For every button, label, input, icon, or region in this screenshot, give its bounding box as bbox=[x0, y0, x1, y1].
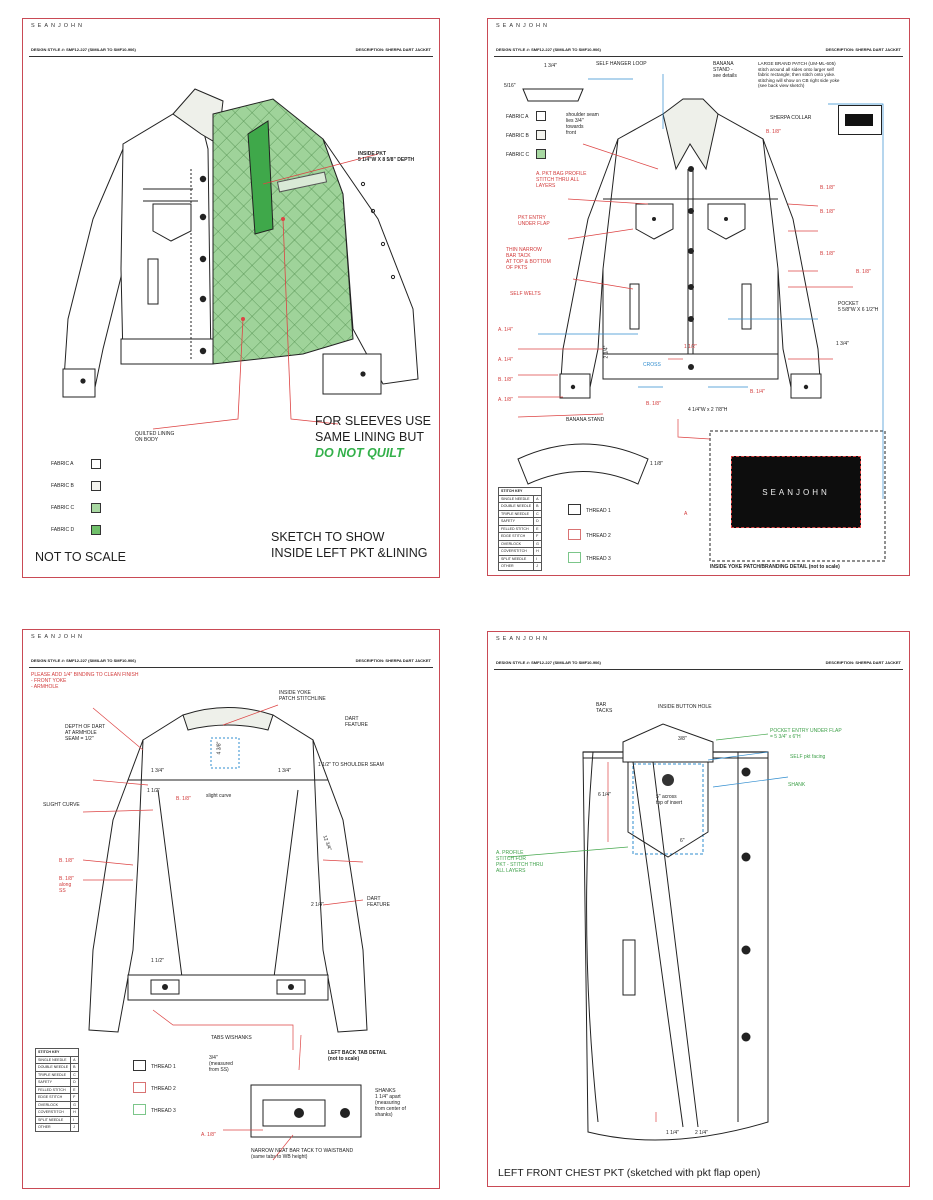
stitch-key-title: STITCH KEY bbox=[499, 488, 542, 496]
stitch-key-row: TRIPLE NEEDLE bbox=[499, 510, 534, 518]
stitch-key-code: J bbox=[534, 563, 542, 571]
thread-3-swatch bbox=[133, 1104, 146, 1115]
brand-patch bbox=[731, 456, 861, 528]
stitch-key-row: COVERSTITCH bbox=[499, 548, 534, 556]
stitch-key-code: E bbox=[534, 525, 542, 533]
stitch-key-row: SPLIT NEEDLE bbox=[36, 1116, 71, 1124]
patch-dim: 4 1/4"W x 2 7/8"H bbox=[688, 407, 728, 413]
style-number: DESIGN STYLE #: SMF12-227 (SIMILAR TO SMF10-906) bbox=[496, 47, 601, 52]
stitch-key-row: COVERSTITCH bbox=[36, 1109, 71, 1117]
b-18-label: B. 1/8" bbox=[820, 251, 835, 257]
stitch-key-row: FELLED STITCH bbox=[499, 525, 534, 533]
thread-3-label: THREAD 3 bbox=[151, 1108, 176, 1114]
fabric-b-swatch bbox=[536, 130, 546, 140]
thread-1-swatch bbox=[133, 1060, 146, 1071]
dim-614: 6 1/4" bbox=[598, 792, 611, 798]
stitch-key-code: B bbox=[71, 1064, 79, 1072]
self-welts-label: SELF WELTS bbox=[510, 291, 541, 297]
pocket-dim: POCKET 5 5/8"W X 6 1/2"H bbox=[838, 301, 879, 313]
do-not-quilt-note: DO NOT QUILT bbox=[315, 446, 404, 460]
pkt-bag-note: A. PKT BAG PROFILE STITCH THRU ALL LAYERS bbox=[536, 171, 587, 189]
brand-wordmark: SEANJOHN bbox=[31, 634, 85, 640]
dart-feature-label: DART FEATURE bbox=[367, 896, 390, 908]
stitch-key-code: D bbox=[534, 518, 542, 526]
pkt-entry-note: PKT ENTRY UNDER FLAP bbox=[518, 215, 550, 227]
dim-214: 2 1/4" bbox=[603, 345, 610, 359]
fabric-d-label: FABRIC D bbox=[51, 527, 75, 533]
a-18-label: A. 1/8" bbox=[201, 1132, 216, 1138]
stitch-key-row: DOUBLE NEEDLE bbox=[36, 1064, 71, 1072]
insert-width: 5" across top of insert bbox=[656, 794, 683, 806]
stitch-key-row: OVERLOCK bbox=[36, 1101, 71, 1109]
fabric-b-label: FABRIC B bbox=[51, 483, 74, 489]
stitch-key-code: A bbox=[71, 1056, 79, 1064]
dim-112: 1 1/2" bbox=[684, 344, 697, 350]
fabric-a-swatch bbox=[536, 111, 546, 121]
facing-label: SELF pkt facing bbox=[790, 754, 826, 760]
bar-tacks-label: BAR TACKS bbox=[596, 702, 613, 714]
fabric-a-swatch bbox=[91, 459, 101, 469]
fabric-d-swatch bbox=[91, 525, 101, 535]
sleeves-note: FOR SLEEVES USE SAME LINING BUT bbox=[315, 414, 432, 444]
stitch-key-code: E bbox=[71, 1086, 79, 1094]
stitch-key-code: D bbox=[71, 1079, 79, 1087]
stitch-key-row: OTHER bbox=[499, 563, 534, 571]
banana-stand-label: BANANA STAND bbox=[566, 417, 605, 423]
stitch-key-row: TRIPLE NEEDLE bbox=[36, 1071, 71, 1079]
stitch-key-code: G bbox=[534, 540, 542, 548]
fabric-b-swatch bbox=[91, 481, 101, 491]
a-18-label: A. 1/8" bbox=[498, 397, 513, 403]
dim-134: 1 3/4" bbox=[278, 768, 291, 774]
thread-2-label: THREAD 2 bbox=[151, 1086, 176, 1092]
style-description: DESCRIPTION: SHERPA DART JACKET bbox=[355, 47, 431, 52]
shank-label: SHANK bbox=[788, 782, 806, 788]
yoke-patch-label: INSIDE YOKE PATCH STITCHLINE bbox=[279, 690, 326, 702]
b-18-label: B. 1/8" bbox=[498, 377, 513, 383]
thread-2-label: THREAD 2 bbox=[586, 533, 611, 539]
stitch-key-row: FELLED STITCH bbox=[36, 1086, 71, 1094]
a-14-label: A. 1/4" bbox=[498, 357, 513, 363]
thread-1-label: THREAD 1 bbox=[586, 508, 611, 514]
banana-dim: 1 1/8" bbox=[650, 461, 663, 467]
stitch-key-code: C bbox=[71, 1071, 79, 1079]
stitch-key-code: F bbox=[534, 533, 542, 541]
stitch-key-row: SINGLE NEEDLE bbox=[499, 495, 534, 503]
patch-a-label: A bbox=[684, 511, 688, 517]
buttonhole-label: INSIDE BUTTON HOLE bbox=[658, 704, 712, 710]
back-tab-title: LEFT BACK TAB DETAIL (not to scale) bbox=[328, 1050, 387, 1062]
inside-pkt-label: INSIDE PKT 5 1/4"W X 8 5/8" DEPTH bbox=[358, 151, 415, 163]
stitch-key-row: SAFETY bbox=[499, 518, 534, 526]
brand-patch-note: LARGE BRAND PATCH (UM-ML-605) stitch around all sides onto larger self fabric rectangle; then stitch onto yoke. stitching will show on CB right side yoke (see back view sketch) bbox=[758, 61, 840, 89]
thread-3-label: THREAD 3 bbox=[586, 556, 611, 562]
cross-label: CROSS bbox=[643, 362, 661, 368]
fabric-b-label: FABRIC B bbox=[506, 133, 529, 139]
stitch-key-row: EDGE STITCH bbox=[36, 1094, 71, 1102]
patch-caption: INSIDE YOKE PATCH/BRANDING DETAIL (not to scale) bbox=[710, 564, 840, 570]
b-18-label: B. 1/8" bbox=[820, 209, 835, 215]
brand-wordmark: SEANJOHN bbox=[496, 23, 550, 29]
dim-214: 2 1/4" bbox=[311, 902, 324, 908]
not-to-scale-label: NOT TO SCALE bbox=[35, 550, 127, 564]
thread-2-swatch bbox=[133, 1082, 146, 1093]
a-14-label: A. 1/4" bbox=[498, 327, 513, 333]
sherpa-collar-label: SHERPA COLLAR bbox=[770, 115, 812, 121]
jacket-inside-sketch bbox=[23, 19, 441, 579]
fabric-c-label: FABRIC C bbox=[506, 152, 530, 158]
profile-stitch-note: A. PROFILE STITCH FOR PKT - STITCH THRU ALL LAYERS bbox=[496, 850, 544, 874]
stitch-key-code: B bbox=[534, 503, 542, 511]
brand-wordmark: SEANJOHN bbox=[31, 23, 85, 29]
stitch-key-code: H bbox=[534, 548, 542, 556]
patch-wordmark: SEANJOHN bbox=[762, 488, 830, 497]
dim-6: 6" bbox=[680, 838, 685, 844]
dim-114: 1 1/4" bbox=[666, 1130, 679, 1136]
dim-214: 2 1/4" bbox=[695, 1130, 708, 1136]
style-number: DESIGN STYLE #: SMF12-227 (SIMILAR TO SMF10-906) bbox=[31, 658, 136, 663]
bartack-note: THIN NARROW BAR TACK AT TOP & BOTTOM OF PKTS bbox=[506, 247, 551, 271]
b-18-label: B. 1/8" bbox=[856, 269, 871, 275]
dim-112b: 1 1/2" bbox=[151, 958, 164, 964]
fabric-c-label: FABRIC C bbox=[51, 505, 75, 511]
sketch-note: SKETCH TO SHOW INSIDE LEFT PKT &LINING bbox=[271, 530, 428, 560]
stitch-key-title: STITCH KEY bbox=[36, 1049, 79, 1057]
style-number: DESIGN STYLE #: SMF12-227 (SIMILAR TO SMF10-906) bbox=[31, 47, 136, 52]
stitch-key-table bbox=[35, 1048, 79, 1132]
style-description: DESCRIPTION: SHERPA DART JACKET bbox=[825, 47, 901, 52]
b-18-label: B. 1/8" bbox=[820, 185, 835, 191]
stitch-key-row: OTHER bbox=[36, 1124, 71, 1132]
tabs-label: TABS W/SHANKS bbox=[211, 1035, 252, 1041]
b-18-label: B. 1/8" bbox=[646, 401, 661, 407]
stitch-key-row: SPLIT NEEDLE bbox=[499, 555, 534, 563]
stitch-key-row: OVERLOCK bbox=[499, 540, 534, 548]
spec-sheet-front bbox=[487, 18, 910, 576]
binding-note: PLEASE ADD 1/4" BINDING TO CLEAN FINISH - FRONT YOKE - ARMHOLE bbox=[31, 672, 139, 690]
quilted-lining-label: QUILTED LINING ON BODY bbox=[135, 431, 175, 443]
b-18-label: B. 1/8" bbox=[59, 858, 74, 864]
shanks-note: SHANKS 1 1/4" apart (measuring from center of shanks) bbox=[375, 1088, 406, 1118]
slight-curve-label: SLIGHT CURVE bbox=[43, 802, 80, 808]
shoulder-seam-dim: 1 1/2" TO SHOULDER SEAM bbox=[318, 762, 384, 768]
hanger-height: 5/16" bbox=[504, 83, 516, 89]
style-description: DESCRIPTION: SHERPA DART JACKET bbox=[825, 660, 901, 665]
style-description: DESCRIPTION: SHERPA DART JACKET bbox=[355, 658, 431, 663]
banana-label: BANANA STAND - see details bbox=[713, 61, 737, 79]
fabric-a-label: FABRIC A bbox=[506, 114, 529, 120]
hanger-dim: 1 3/4" bbox=[544, 63, 557, 69]
bar-tack-note: NARROW NEAT BAR TACK TO WAISTBAND (same tabs to WB height) bbox=[251, 1148, 354, 1160]
chest-pocket-caption: LEFT FRONT CHEST PKT (sketched with pkt flap open) bbox=[498, 1167, 761, 1179]
stitch-key-code: C bbox=[534, 510, 542, 518]
stitch-key-row: DOUBLE NEEDLE bbox=[499, 503, 534, 511]
stitch-key-code: H bbox=[71, 1109, 79, 1117]
thread-2-swatch bbox=[568, 529, 581, 540]
dart-feature-label: DART FEATURE bbox=[345, 716, 368, 728]
slight-curve-note: slight curve bbox=[206, 793, 232, 799]
shoulder-note: shoulder seam lies 3/4" towards front bbox=[566, 112, 599, 136]
pkt-entry-note: POCKET ENTRY UNDER FLAP = 5 3/4" x 6"H bbox=[770, 728, 842, 740]
thread-1-label: THREAD 1 bbox=[151, 1064, 176, 1070]
stitch-key-code: A bbox=[534, 495, 542, 503]
dim-134: 1 3/4" bbox=[151, 768, 164, 774]
b-14-label: B. 1/4" bbox=[750, 389, 765, 395]
b-18-label: B. 1/8" bbox=[176, 796, 191, 802]
dim-38: 3/8" bbox=[678, 736, 687, 742]
chest-pocket-sketch bbox=[488, 632, 911, 1188]
dim-112: 1 1/2" bbox=[147, 788, 160, 794]
collar-label-box bbox=[838, 105, 882, 135]
tab-dim-34: 3/4" (measured from SS) bbox=[209, 1055, 233, 1073]
stitch-key-code: I bbox=[534, 555, 542, 563]
dim-438: 4 3/8" bbox=[216, 741, 223, 755]
spec-sheet-chest-pocket bbox=[487, 631, 910, 1187]
stitch-key-code: I bbox=[71, 1116, 79, 1124]
hanger-loop-label: SELF HANGER LOOP bbox=[596, 61, 647, 67]
b-18-ss-label: B. 1/8" along SS bbox=[59, 876, 74, 894]
thread-3-swatch bbox=[568, 552, 581, 563]
stitch-key-code: J bbox=[71, 1124, 79, 1132]
stitch-key-row: SAFETY bbox=[36, 1079, 71, 1087]
stitch-key-row: EDGE STITCH bbox=[499, 533, 534, 541]
brand-wordmark: SEANJOHN bbox=[496, 636, 550, 642]
style-number: DESIGN STYLE #: SMF12-227 (SIMILAR TO SMF10-906) bbox=[496, 660, 601, 665]
stitch-key-table bbox=[498, 487, 542, 571]
spec-sheet-lining bbox=[22, 18, 440, 578]
collar-dim-134: 1 3/4" bbox=[836, 341, 849, 347]
stitch-key-code: G bbox=[71, 1101, 79, 1109]
stitch-key-row: SINGLE NEEDLE bbox=[36, 1056, 71, 1064]
thread-1-swatch bbox=[568, 504, 581, 515]
fabric-a-label: FABRIC A bbox=[51, 461, 74, 467]
fabric-c-swatch bbox=[91, 503, 101, 513]
dart-depth-label: DEPTH OF DART AT ARMHOLE SEAM = 1/2" bbox=[65, 724, 106, 742]
dim-1234: 12 3/4" bbox=[321, 834, 333, 852]
spec-sheet-back bbox=[22, 629, 440, 1189]
stitch-key-code: F bbox=[71, 1094, 79, 1102]
fabric-c-swatch bbox=[536, 149, 546, 159]
b-18-label: B. 1/8" bbox=[766, 129, 781, 135]
